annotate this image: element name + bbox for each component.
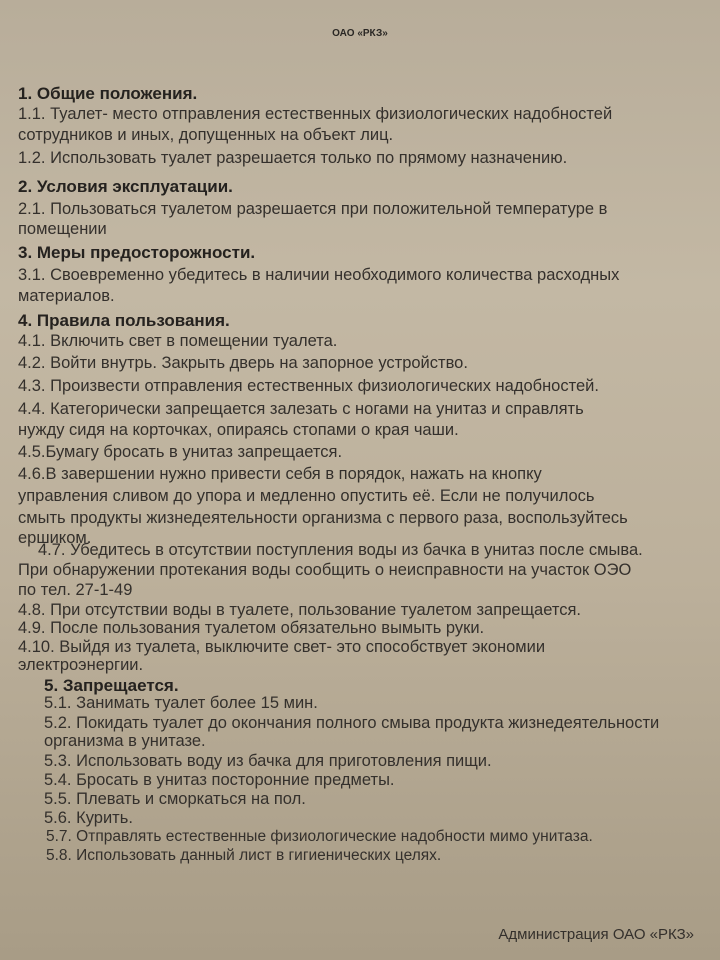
section-2-heading: 2. Условия эксплуатации. — [18, 177, 233, 196]
text-line: 1.2. Использовать туалет разрешается только по прямому назначению. — [18, 149, 568, 167]
signature: Администрация ОАО «РКЗ» — [498, 926, 694, 943]
text-line: 4.5.Бумагу бросать в унитаз запрещается. — [18, 443, 343, 461]
text-line: 5.6. Курить. — [44, 809, 133, 827]
text-line: 3.1. Своевременно убедитесь в наличии необходимого количества расходных — [18, 266, 620, 284]
text-line: 4.9. После пользования туалетом обязательно вымыть руки. — [18, 619, 485, 637]
text-line: 4.1. Включить свет в помещении туалета. — [18, 332, 338, 350]
text-line: 4.8. При отсутствии воды в туалете, пользование туалетом запрещается. — [18, 601, 582, 619]
text-line: 4.6.В завершении нужно привести себя в порядок, нажать на кнопку — [18, 465, 542, 483]
text-line: 4.2. Войти внутрь. Закрыть дверь на запорное устройство. — [18, 354, 468, 372]
text-line: нужду сидя на корточках, опираясь стопами о края чаши. — [18, 421, 459, 439]
title-line-2: ОАО «РКЗ» — [332, 28, 388, 39]
text-line: 4.10. Выйдя из туалета, выключите свет- это способствует экономии — [18, 638, 546, 656]
section-4-heading: 4. Правила пользования. — [18, 311, 230, 330]
text-line: 5.7. Отправлять естественные физиологические надобности мимо унитаза. — [46, 828, 593, 845]
text-line: 5.8. Использовать данный лист в гигиенических целях. — [46, 847, 442, 864]
text-line: помещении — [18, 220, 107, 238]
text-line: 5.3. Использовать воду из бачка для приготовления пищи. — [44, 752, 492, 770]
section-5-heading: 5. Запрещается. — [44, 676, 179, 695]
text-line: 5.4. Бросать в унитаз посторонние предметы. — [44, 771, 395, 789]
text-line: ершиком. — [18, 529, 92, 547]
text-line: 1.1. Туалет- место отправления естественных физиологических надобностей — [18, 105, 613, 123]
text-line: При обнаружении протекания воды сообщить о неисправности на участок ОЭО — [18, 561, 632, 579]
section-3-heading: 3. Меры предосторожности. — [18, 243, 256, 262]
section-1-heading: 1. Общие положения. — [18, 84, 198, 103]
text-line: материалов. — [18, 287, 115, 305]
text-line: 4.7. Убедитесь в отсутствии поступления воды из бачка в унитаз после смыва. — [38, 541, 643, 559]
text-line: 5.5. Плевать и сморкаться на пол. — [44, 790, 306, 808]
text-line: 2.1. Пользоваться туалетом разрешается при положительной температуре в — [18, 200, 608, 218]
text-line: 5.2. Покидать туалет до окончания полного смыва продукта жизнедеятельности — [44, 714, 660, 732]
text-line: 4.4. Категорически запрещается залезать с ногами на унитаз и справлять — [18, 400, 584, 418]
text-line: сотрудников и иных, допущенных на объект лиц. — [18, 126, 394, 144]
text-line: управления сливом до упора и медленно опустить её. Если не получилось — [18, 487, 595, 505]
text-line: по тел. 27-1-49 — [18, 581, 133, 599]
text-line: электроэнергии. — [18, 656, 144, 674]
text-line: 4.3. Произвести отправления естественных физиологических надобностей. — [18, 377, 599, 395]
text-line: смыть продукты жизнедеятельности организма с первого раза, воспользуйтесь — [18, 509, 628, 527]
text-line: организма в унитазе. — [44, 732, 206, 750]
text-line: 5.1. Занимать туалет более 15 мин. — [44, 694, 318, 712]
